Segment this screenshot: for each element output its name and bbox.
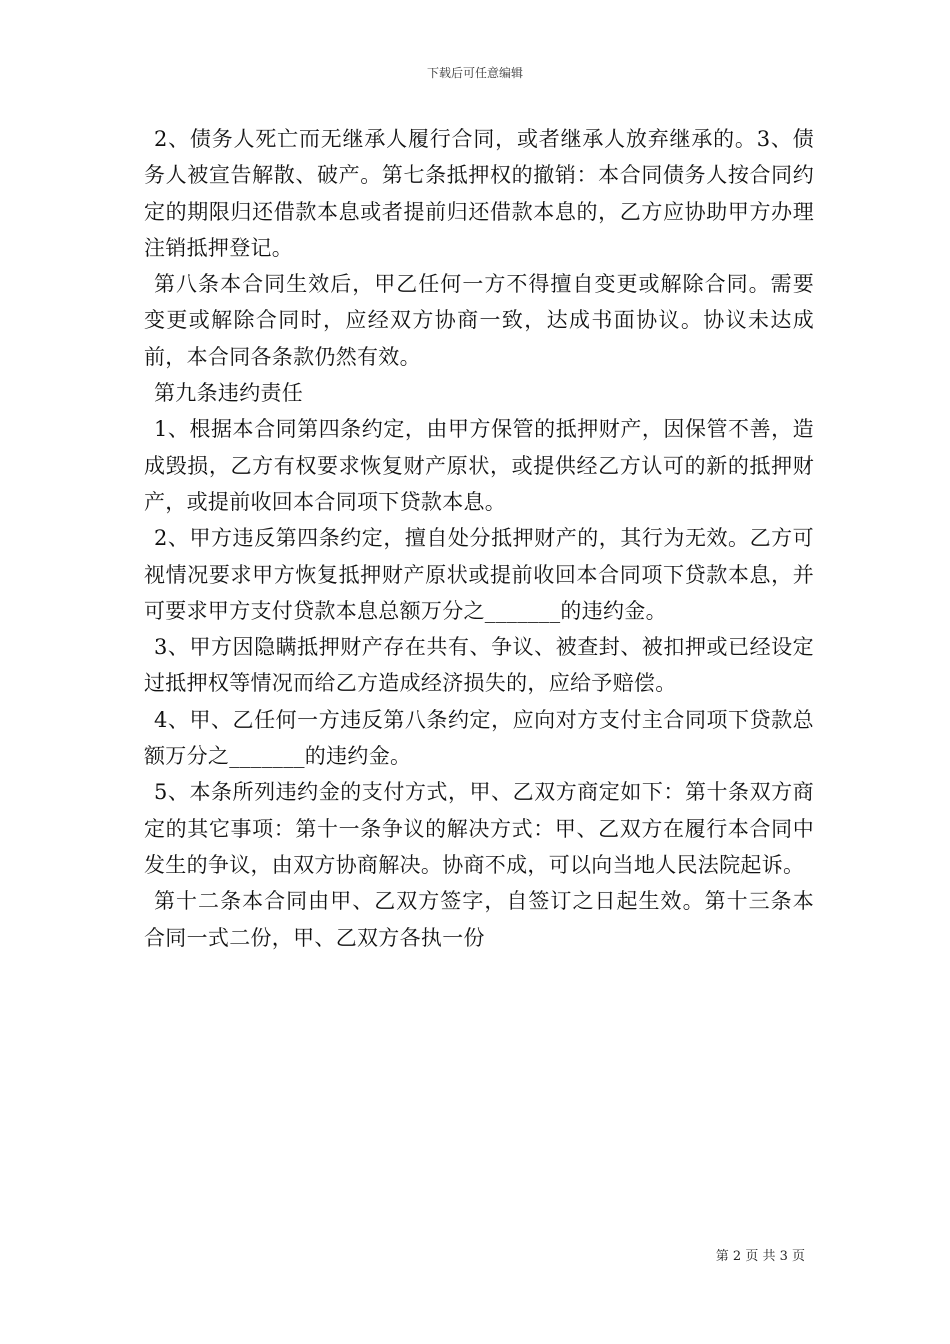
- paragraph-clause-7: 2、债务人死亡而无继承人履行合同，或者继承人放弃继承的。3、债务人被宣告解散、破产。第七条抵押权的撤销：本合同债务人按合同约定的期限归还借款本息或者提前归还借款本息的，乙方应协助甲方办理注销抵押登记。: [144, 127, 814, 260]
- paragraph-item-4: 4、甲、乙任何一方违反第八条约定，应向对方支付主合同项下贷款总额万分之_______的违约金。: [144, 707, 814, 769]
- paragraph-item-3: 3、甲方因隐瞒抵押财产存在共有、争议、被查封、被扣押或已经设定过抵押权等情况而给乙方造成经济损失的，应给予赔偿。: [144, 635, 814, 696]
- paragraph-clause-12-13: 第十二条本合同由甲、乙双方签字，自签订之日起生效。第十三条本合同一式二份，甲、乙双方各执一份: [144, 889, 814, 950]
- section-heading-clause-9: 第九条违约责任: [154, 381, 304, 406]
- paragraph-item-5: 5、本条所列违约金的支付方式，甲、乙双方商定如下：第十条双方商定的其它事项：第十一条争议的解决方式：甲、乙双方在履行本合同中发生的争议，由双方协商解决。协商不成，可以向当地人民法院起诉。: [144, 780, 814, 877]
- paragraph-clause-8: 第八条本合同生效后，甲乙任何一方不得擅自变更或解除合同。需要变更或解除合同时，应经双方协商一致，达成书面协议。协议未达成前，本合同各条款仍然有效。: [144, 272, 814, 369]
- paragraph-item-2: 2、甲方违反第四条约定，擅自处分抵押财产的，其行为无效。乙方可视情况要求甲方恢复抵押财产原状或提前收回本合同项下贷款本息，并可要求甲方支付贷款本息总额万分之_______的违约金。: [144, 526, 814, 623]
- document-body: [144, 121, 814, 956]
- paragraph-item-1: 1、根据本合同第四条约定，由甲方保管的抵押财产，因保管不善，造成毁损，乙方有权要求恢复财产原状，或提供经乙方认可的新的抵押财产，或提前收回本合同项下贷款本息。: [144, 417, 814, 514]
- page-number: 第 2 页 共 3 页: [715, 1249, 805, 1264]
- page-header: 下载后可任意编辑: [426, 66, 523, 80]
